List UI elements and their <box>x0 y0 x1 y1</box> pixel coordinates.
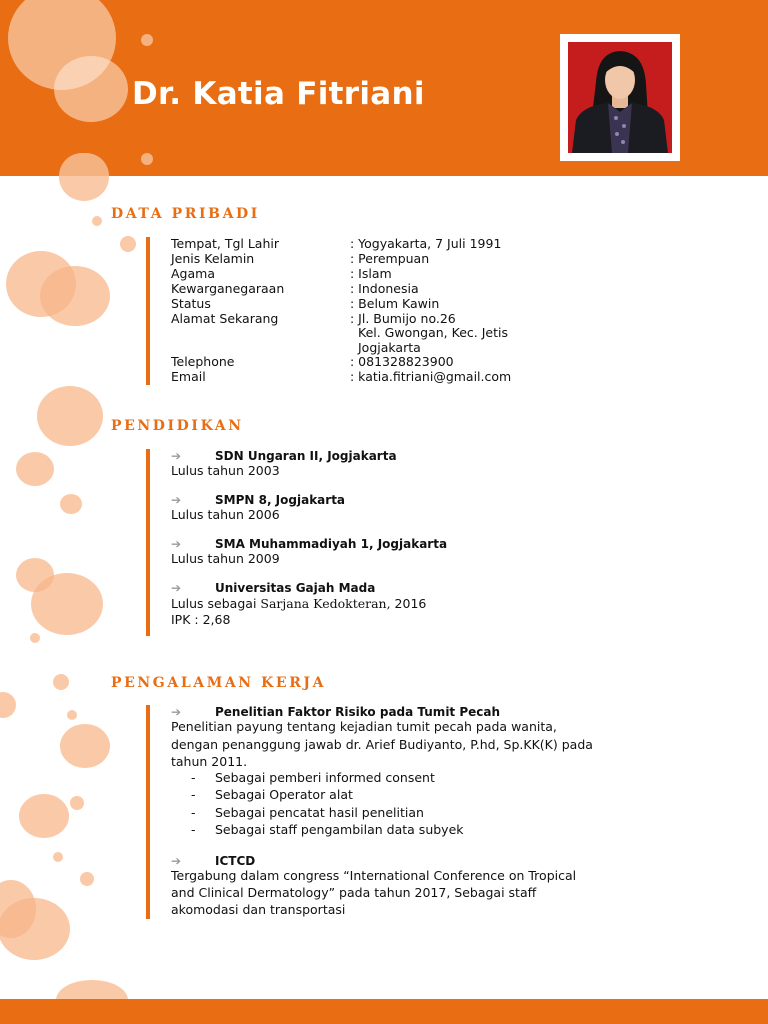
label-agama: Agama <box>171 266 215 281</box>
section-title-pengalaman: PENGALAMAN KERJA <box>111 675 327 691</box>
section-bar <box>146 705 150 919</box>
bubble <box>67 710 77 720</box>
label-jenis-kelamin: Jenis Kelamin <box>171 251 255 266</box>
label-status: Status <box>171 296 211 311</box>
profile-photo-frame <box>560 34 680 161</box>
footer-bar <box>0 999 768 1024</box>
arrow-icon: ➔ <box>171 581 182 595</box>
bullet-dash: - <box>191 770 196 785</box>
arrow-icon: ➔ <box>171 854 182 868</box>
experience-title: Penelitian Faktor Risiko pada Tumit Pecah <box>215 705 501 719</box>
section-title-pendidikan: PENDIDIKAN <box>111 418 244 434</box>
detail-suffix: 2016 <box>390 596 427 611</box>
value-tempat-lahir: : Yogyakarta, 7 Juli 1991 <box>350 236 502 251</box>
value-alamat: : Jl. Bumijo no.26 <box>350 311 456 326</box>
experience-desc: tahun 2011. <box>171 754 248 769</box>
education-school: SMPN 8, Jogjakarta <box>215 493 346 507</box>
value-alamat-line3: Jogjakarta <box>358 340 421 355</box>
bubble <box>40 266 110 326</box>
experience-bullet: Sebagai pemberi informed consent <box>215 770 435 785</box>
education-school: Universitas Gajah Mada <box>215 581 376 595</box>
value-email: : katia.fitriani@gmail.com <box>350 369 512 384</box>
education-detail: Lulus tahun 2006 <box>171 507 280 522</box>
value-status: : Belum Kawin <box>350 296 440 311</box>
value-jenis-kelamin: : Perempuan <box>350 251 430 266</box>
education-detail: Lulus tahun 2009 <box>171 551 280 566</box>
bullet-dash: - <box>191 787 196 802</box>
profile-photo <box>568 42 672 153</box>
education-school: SMA Muhammadiyah 1, Jogjakarta <box>215 537 448 551</box>
person-name: Dr. Katia Fitriani <box>132 76 425 112</box>
bubble <box>53 852 63 862</box>
bubble <box>31 573 103 635</box>
bubble <box>120 236 136 252</box>
value-agama: : Islam <box>350 266 392 281</box>
label-telephone: Telephone <box>171 354 235 369</box>
bubble <box>80 872 94 886</box>
bubble <box>60 724 110 768</box>
education-gpa: IPK : 2,68 <box>171 612 231 627</box>
experience-desc: and Clinical Dermatology” pada tahun 2017, Sebagai staff <box>171 885 537 900</box>
bubble <box>54 56 128 122</box>
experience-desc: Tergabung dalam congress “International Conference on Tropical <box>171 868 577 883</box>
arrow-icon: ➔ <box>171 493 182 507</box>
bullet-dash: - <box>191 805 196 820</box>
bubble <box>60 494 82 514</box>
label-alamat: Alamat Sekarang <box>171 311 279 326</box>
bubble <box>0 692 16 718</box>
education-school: SDN Ungaran II, Jogjakarta <box>215 449 397 463</box>
label-kewarganegaraan: Kewarganegaraan <box>171 281 285 296</box>
arrow-icon: ➔ <box>171 705 182 719</box>
value-alamat-line2: Kel. Gwongan, Kec. Jetis <box>358 325 508 340</box>
experience-desc: Penelitian payung tentang kejadian tumit pecah pada wanita, <box>171 719 557 734</box>
bullet-dash: - <box>191 822 196 837</box>
bubble <box>30 633 40 643</box>
label-email: Email <box>171 369 206 384</box>
experience-title: ICTCD <box>215 854 256 868</box>
value-telephone: : 081328823900 <box>350 354 454 369</box>
experience-bullet: Sebagai pencatat hasil penelitian <box>215 805 424 820</box>
section-title-data-pribadi: DATA PRIBADI <box>111 206 260 222</box>
bubble <box>92 216 102 226</box>
education-detail: Lulus tahun 2003 <box>171 463 280 478</box>
bubble <box>53 674 69 690</box>
detail-prefix: Lulus sebagai <box>171 596 261 611</box>
bubble <box>19 794 69 838</box>
bubble <box>0 898 70 960</box>
experience-bullet: Sebagai staff pengambilan data subyek <box>215 822 464 837</box>
section-bar <box>146 237 150 385</box>
bubble <box>141 34 153 46</box>
education-detail <box>171 597 426 612</box>
experience-desc: akomodasi dan transportasi <box>171 902 346 917</box>
detail-degree: Sarjana Kedokteran, <box>260 596 391 611</box>
arrow-icon: ➔ <box>171 537 182 551</box>
experience-bullet: Sebagai Operator alat <box>215 787 353 802</box>
value-kewarganegaraan: : Indonesia <box>350 281 419 296</box>
arrow-icon: ➔ <box>171 449 182 463</box>
bubble <box>16 452 54 486</box>
bubble <box>37 386 103 446</box>
portrait-illustration <box>568 42 672 153</box>
bubble <box>141 153 153 165</box>
experience-desc: dengan penanggung jawab dr. Arief Budiyanto, P.hd, Sp.KK(K) pada <box>171 737 593 752</box>
bubble <box>70 796 84 810</box>
label-tempat-lahir: Tempat, Tgl Lahir <box>171 236 279 251</box>
section-bar <box>146 449 150 636</box>
